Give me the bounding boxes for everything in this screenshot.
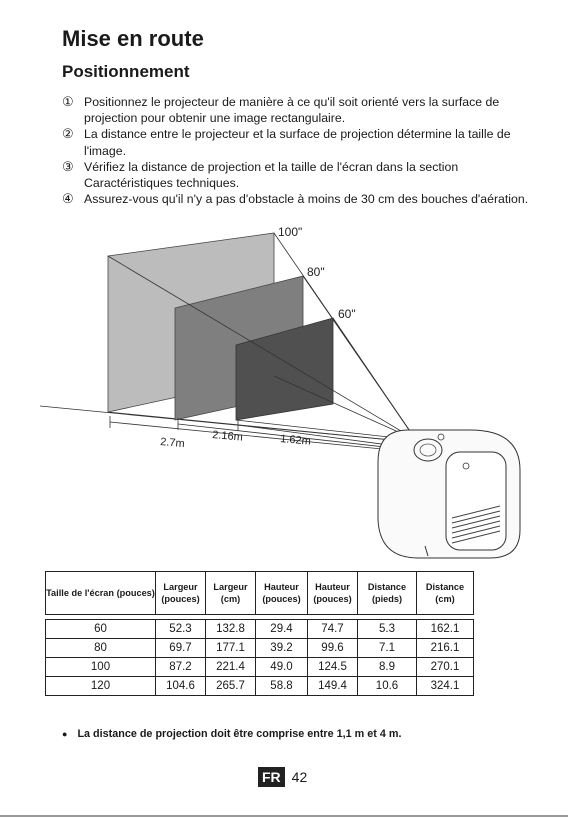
instruction-item — [62, 94, 532, 126]
table-cell: 39.2 — [256, 639, 308, 658]
table-cell: 124.5 — [308, 658, 358, 677]
projector — [378, 430, 520, 558]
table-cell: 265.7 — [206, 677, 256, 696]
table-row — [46, 639, 474, 658]
distance-label: 1.62m — [279, 433, 312, 448]
column-header: Largeur (pouces) — [156, 572, 206, 615]
table-cell: 324.1 — [417, 677, 474, 696]
table-row — [46, 658, 474, 677]
language-badge: FR — [258, 767, 285, 787]
bottom-divider — [0, 815, 568, 817]
bullet-icon: ● — [62, 729, 68, 739]
table-cell: 7.1 — [358, 639, 417, 658]
page-title: Mise en route — [62, 26, 204, 51]
column-header: Hauteur (pouces) — [308, 572, 358, 615]
table-cell: 60 — [46, 620, 156, 639]
table-cell: 270.1 — [417, 658, 474, 677]
distance-label: 2.16m — [211, 429, 244, 444]
page-number: 42 — [291, 769, 308, 785]
column-header: Distance (pieds) — [358, 572, 417, 615]
step-number: ④ — [62, 191, 74, 207]
table-cell: 8.9 — [358, 658, 417, 677]
instruction-item — [62, 191, 532, 207]
table-cell: 87.2 — [156, 658, 206, 677]
table-row — [46, 677, 474, 696]
section-subtitle: Positionnement — [62, 62, 190, 81]
table-cell: 29.4 — [256, 620, 308, 639]
table-cell: 10.6 — [358, 677, 417, 696]
table-cell: 99.6 — [308, 639, 358, 658]
table-cell: 74.7 — [308, 620, 358, 639]
table-cell: 216.1 — [417, 639, 474, 658]
table-cell: 58.8 — [256, 677, 308, 696]
instruction-item — [62, 126, 532, 158]
instruction-text: La distance entre le projecteur et la surface de projection détermine la taille de l'image. — [84, 127, 511, 158]
table-cell: 100 — [46, 658, 156, 677]
step-number: ③ — [62, 158, 74, 174]
table-cell: 120 — [46, 677, 156, 696]
table-cell: 52.3 — [156, 620, 206, 639]
table-cell: 221.4 — [206, 658, 256, 677]
table-row — [46, 620, 474, 639]
instruction-text: Positionnez le projecteur de manière à ce qu'il soit orienté vers la surface de projection pour obtenir une image rectangulaire. — [84, 95, 500, 126]
column-header: Distance (cm) — [417, 572, 474, 615]
screen-size-label: 60" — [338, 307, 356, 321]
instruction-list — [62, 94, 532, 207]
table-cell: 49.0 — [256, 658, 308, 677]
table-cell: 132.8 — [206, 620, 256, 639]
distance-line-100 — [110, 422, 412, 452]
distance-label: 2.7m — [159, 436, 186, 451]
screen-size-label: 100" — [278, 225, 303, 239]
table-header-row — [46, 572, 474, 615]
column-header: Taille de l'écran (pouces) — [46, 572, 156, 615]
instruction-text: Vérifiez la distance de projection et la taille de l'écran dans la section Caractéristiques techniques. — [84, 159, 459, 191]
table-cell: 162.1 — [417, 620, 474, 639]
distance-note — [62, 728, 401, 740]
projection-diagram — [0, 222, 568, 562]
note-text: La distance de projection doit être comprise entre 1,1 m et 4 m. — [77, 728, 402, 740]
table-cell: 104.6 — [156, 677, 206, 696]
step-number: ① — [62, 94, 74, 109]
instruction-item — [62, 159, 532, 191]
instruction-text: Assurez-vous qu'il n'y a pas d'obstacle à moins de 30 cm des bouches d'aération. — [84, 192, 529, 207]
screen-size-label: 80" — [307, 265, 325, 279]
column-header: Largeur (cm) — [206, 572, 256, 615]
column-header: Hauteur (pouces) — [256, 572, 308, 615]
table-cell: 177.1 — [206, 639, 256, 658]
floor-line — [108, 412, 412, 442]
table-cell: 149.4 — [308, 677, 358, 696]
specs-table — [45, 571, 474, 696]
step-number: ② — [62, 126, 74, 142]
table-cell: 80 — [46, 639, 156, 658]
page-footer — [258, 767, 307, 787]
table-cell: 5.3 — [358, 620, 417, 639]
table-cell: 69.7 — [156, 639, 206, 658]
